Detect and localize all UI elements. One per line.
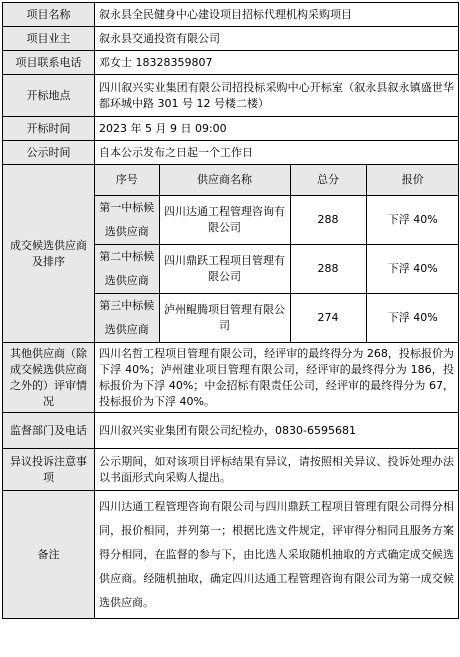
row-open-time: [3, 117, 459, 141]
header-price: 报价: [366, 165, 459, 196]
row-publicity: [3, 141, 459, 165]
objection-value: 公示期间，如对该项目评标结果有异议，请按照相关异议、投诉处理办法以书面形式向采购人提出。: [95, 449, 459, 491]
contact-label: 项目联系电话: [3, 51, 95, 75]
open-time-label: 开标时间: [3, 117, 95, 141]
supervision-value: 四川叙兴实业集团有限公司纪检办，0830-6595681: [95, 413, 459, 449]
candidate-name: 四川鼎跃工程项目管理有限公司: [159, 245, 290, 294]
candidate-rank: 第二中标候选供应商: [95, 245, 159, 294]
candidate-row-1: [95, 196, 459, 245]
row-objection: [3, 449, 459, 491]
row-candidates: [3, 165, 459, 343]
row-remarks: [3, 491, 459, 619]
candidates-label: 成交候选供应商及排序: [3, 165, 95, 343]
candidate-row-2: [95, 245, 459, 294]
candidate-name: 泸州鲲腾项目管理有限公司: [159, 294, 290, 343]
candidate-rank: 第一中标候选供应商: [95, 196, 159, 245]
row-others: [3, 343, 459, 413]
header-rank: 序号: [95, 165, 159, 196]
location-value: 四川叙兴实业集团有限公司招投标采购中心开标室（叙永县叙永镇盛世华都环城中路 301 号 12 号楼二楼）: [95, 75, 459, 117]
candidate-name: 四川达通工程管理咨询有限公司: [159, 196, 290, 245]
row-supervision: [3, 413, 459, 449]
candidate-row-3: [95, 294, 459, 343]
publicity-value: 自本公示发布之日起一个工作日: [95, 141, 459, 165]
project-name-value: 叙永县全民健身中心建设项目招标代理机构采购项目: [95, 3, 459, 27]
notice-table: [2, 2, 459, 619]
contact-value: 邓女士 18328359807: [95, 51, 459, 75]
candidate-price: 下浮 40%: [366, 245, 459, 294]
row-owner: [3, 27, 459, 51]
candidate-price: 下浮 40%: [366, 294, 459, 343]
header-score: 总分: [290, 165, 366, 196]
location-label: 开标地点: [3, 75, 95, 117]
row-contact: [3, 51, 459, 75]
row-location: [3, 75, 459, 117]
remarks-value: 四川达通工程管理咨询有限公司与四川鼎跃工程项目管理有限公司得分相同，报价相同，并列第一；根据比选文件规定，评审得分相同且服务方案得分相同，在监督的参与下，由比选人采取随机抽取的方式确定成交候选供应商。经随机抽取，确定四川达通工程管理咨询有限公司为第一成交候选供应商。: [95, 491, 459, 619]
candidate-price: 下浮 40%: [366, 196, 459, 245]
row-project-name: [3, 3, 459, 27]
candidates-header-row: [95, 165, 459, 196]
project-name-label: 项目名称: [3, 3, 95, 27]
candidate-score: 274: [290, 294, 366, 343]
others-label: 其他供应商（除成交候选供应商之外的）评审情况: [3, 343, 95, 413]
candidate-score: 288: [290, 245, 366, 294]
candidate-score: 288: [290, 196, 366, 245]
candidates-table: [95, 165, 459, 342]
supervision-label: 监督部门及电话: [3, 413, 95, 449]
owner-value: 叙永县交通投资有限公司: [95, 27, 459, 51]
open-time-value: 2023 年 5 月 9 日 09:00: [95, 117, 459, 141]
owner-label: 项目业主: [3, 27, 95, 51]
publicity-label: 公示时间: [3, 141, 95, 165]
header-supplier: 供应商名称: [159, 165, 290, 196]
objection-label: 异议投诉注意事项: [3, 449, 95, 491]
remarks-label: 备注: [3, 491, 95, 619]
candidate-rank: 第三中标候选供应商: [95, 294, 159, 343]
candidates-cell: [95, 165, 459, 343]
others-value: 四川名哲工程项目管理有限公司，经评审的最终得分为 268，投标报价为下浮 40%；泸州建业项目管理有限公司，经评审的最终得分为 186，投标报价为下浮 40%；中金招标有限责任公司，经评审的最终得分为 67，投标报价为下浮 40%。: [95, 343, 459, 413]
